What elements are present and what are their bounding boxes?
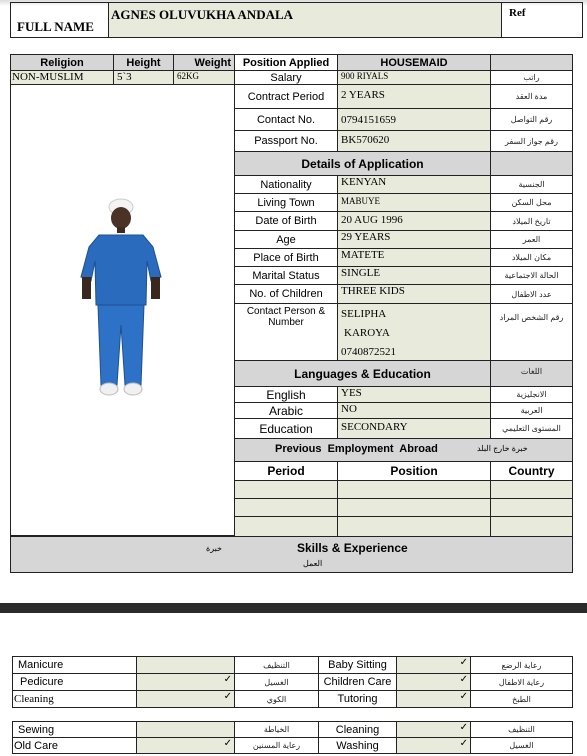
children-value: THREE KIDS bbox=[337, 284, 491, 304]
skill-manicure-check bbox=[136, 656, 235, 674]
nationality-value: KENYAN bbox=[337, 175, 491, 194]
living-town-label: Living Town bbox=[234, 193, 338, 212]
skill-cleaning-2-ar: ﺍﻟﺘﻨﻈﻴﻒ bbox=[470, 721, 573, 738]
date-of-birth-label: Date of Birth bbox=[234, 211, 338, 231]
skill-baby-sitting-check: ✓ bbox=[396, 656, 471, 674]
skill-cleaning-2-check: ✓ bbox=[396, 721, 471, 738]
skill-children-care-check: ✓ bbox=[396, 673, 471, 691]
skills-header-cell bbox=[10, 536, 573, 573]
employment-row-2-position bbox=[337, 498, 491, 517]
page-divider bbox=[0, 603, 587, 613]
position-applied-label: Position Applied bbox=[234, 54, 338, 71]
employment-header-cell bbox=[234, 438, 573, 462]
position-ar-cell bbox=[490, 54, 573, 71]
details-header: Details of Application bbox=[234, 151, 491, 176]
contact-person-number: 0740872521 bbox=[341, 346, 396, 358]
contract-period-value: 2 YEARS bbox=[337, 84, 491, 109]
contact-no-value: 0794151659 bbox=[337, 108, 491, 131]
skill-pedicure-check: ✓ bbox=[136, 673, 235, 691]
skill-sewing-check bbox=[136, 721, 235, 738]
employment-row-1-position bbox=[337, 480, 491, 499]
skill-tutoring-ar: ﺍﻟﻄﺒﺦ bbox=[470, 690, 573, 708]
skill-cleaning-check: ✓ bbox=[136, 690, 235, 708]
education-label: Education bbox=[234, 418, 338, 439]
weight-value: 62KG bbox=[173, 70, 235, 85]
passport-no-ar: ﺭﻗﻢ ﺟﻮﺍﺯ ﺍﻟﺴﻔﺮ bbox=[490, 130, 573, 152]
height-value: 5`3 bbox=[113, 70, 174, 85]
contact-person-value-cell bbox=[337, 303, 491, 361]
age-ar: ﺍﻟﻌﻤﺮ bbox=[490, 230, 573, 249]
skill-children-care-ar: ﺭﻋﺎﻳﺔ ﺍﻻﻃﻔﺎﻝ bbox=[470, 673, 573, 691]
place-of-birth-label: Place of Birth bbox=[234, 248, 338, 267]
children-ar: ﻋﺪﺩ ﺍﻻﻃﻔﺎﻝ bbox=[490, 284, 573, 304]
employment-row-2-country bbox=[490, 498, 573, 517]
skill-cleaning: Cleaning bbox=[12, 690, 137, 708]
contact-person-name: SELIPHA bbox=[341, 308, 387, 320]
skill-sewing-ar: ﺍﻟﺨﻴﺎﻃﺔ bbox=[234, 721, 319, 738]
salary-label: Salary bbox=[234, 70, 338, 85]
employment-col-position: Position bbox=[337, 461, 491, 481]
date-of-birth-ar: ﺗﺎﺭﻳﺦ ﺍﻟﻤﻴﻼﺩ bbox=[490, 211, 573, 231]
languages-header-ar: ﺍﻟﻠﻐﺎﺕ bbox=[490, 360, 573, 387]
photo-frame bbox=[10, 84, 235, 536]
skill-tutoring: Tutoring bbox=[318, 690, 397, 708]
skill-baby-sitting-ar: ﺭﻋﺎﻳﺔ ﺍﻟﺮﺿﻊ bbox=[470, 656, 573, 674]
skill-washing-check: ✓ bbox=[396, 737, 471, 754]
english-value: YES bbox=[337, 386, 491, 403]
employment-col-country: Country bbox=[490, 461, 573, 481]
arabic-label: Arabic bbox=[234, 402, 338, 419]
place-of-birth-value: MATETE bbox=[337, 248, 491, 267]
living-town-ar: ﻣﺤﻞ ﺍﻟﺴﻜﻦ bbox=[490, 193, 573, 212]
full-name-label-cell bbox=[10, 2, 108, 38]
languages-header: Languages & Education bbox=[234, 360, 491, 387]
skill-washing-ar: ﺍﻟﻐﺴﻴﻞ bbox=[470, 737, 573, 754]
skill-pedicure: Pedicure bbox=[12, 673, 137, 691]
marital-status-label: Marital Status bbox=[234, 266, 338, 285]
skill-manicure-ar: ﺍﻟﺘﻨﻈﻴﻒ bbox=[234, 656, 319, 674]
salary-value: 900 RIYALS bbox=[337, 70, 491, 85]
full-name-value: AGNES OLUVUKHA ANDALA bbox=[111, 7, 294, 22]
place-of-birth-ar: ﻣﻜﺎﻥ ﺍﻟﻤﻴﻼﺩ bbox=[490, 248, 573, 267]
skills-header-ar-bottom: ﺍﻟﻌﻤﻞ bbox=[303, 559, 323, 568]
living-town-value: MABUYE bbox=[337, 193, 491, 212]
marital-status-ar: ﺍﻟﺤﺎﻟﺔ ﺍﻻﺟﺘﻤﺎﻋﻴﺔ bbox=[490, 266, 573, 285]
arabic-value: NO bbox=[337, 402, 491, 419]
education-ar: ﺍﻟﻤﺴﺘﻮﻯ ﺍﻟﺘﻌﻠﻴﻤﻲ bbox=[490, 418, 573, 439]
employment-header-ar: ﺧﺒﺮﺓ ﺧﺎﺭﺝ ﺍﻟﺒﻠﺪ bbox=[477, 444, 528, 453]
children-label: No. of Children bbox=[234, 284, 338, 304]
skill-cleaning-2: Cleaning bbox=[318, 721, 397, 738]
passport-no-value: BK570620 bbox=[337, 130, 491, 152]
skills-header-ar-left: ﺧﺒﺮﺓ bbox=[206, 544, 222, 553]
passport-no-label: Passport No. bbox=[234, 130, 338, 152]
weight-header: Weight bbox=[173, 54, 235, 71]
age-value: 29 YEARS bbox=[337, 230, 491, 249]
employment-header: Previous Employment Abroad bbox=[275, 443, 438, 455]
applicant-photo bbox=[11, 85, 235, 536]
employment-row-3-position bbox=[337, 516, 491, 537]
religion-value: NON-MUSLIM bbox=[10, 70, 114, 85]
contact-no-label: Contact No. bbox=[234, 108, 338, 131]
full-name-label: FULL NAME bbox=[17, 19, 94, 34]
english-ar: ﺍﻻﻧﺠﻠﻴﺰﻳﺔ bbox=[490, 386, 573, 403]
full-name-value-cell bbox=[108, 2, 502, 38]
skills-header: Skills & Experience bbox=[297, 541, 408, 555]
employment-row-2-period bbox=[234, 498, 338, 517]
marital-status-value: SINGLE bbox=[337, 266, 491, 285]
skill-tutoring-check: ✓ bbox=[396, 690, 471, 708]
employment-col-period: Period bbox=[234, 461, 338, 481]
skill-children-care: Children Care bbox=[318, 673, 397, 691]
employment-row-3-period bbox=[234, 516, 338, 537]
skill-old-care-check: ✓ bbox=[136, 737, 235, 754]
contact-no-ar: ﺭﻗﻢ ﺍﻟﺘﻮﺍﺻﻞ bbox=[490, 108, 573, 131]
contract-period-ar: ﻣﺪﺓ ﺍﻟﻌﻘﺪ bbox=[490, 84, 573, 109]
contract-period-label: Contract Period bbox=[234, 84, 338, 109]
skill-pedicure-ar: ﺍﻟﻐﺴﻴﻞ bbox=[234, 673, 319, 691]
details-header-ar bbox=[490, 151, 573, 176]
contact-person-ar: ﺭﻗﻢ ﺍﻟﺸﺨﺺ ﺍﻟﻤﺮﺍﺩ bbox=[490, 303, 573, 361]
nationality-label: Nationality bbox=[234, 175, 338, 194]
ref-label: Ref bbox=[509, 7, 526, 19]
skill-old-care: Old Care bbox=[12, 737, 137, 754]
ref-cell bbox=[501, 2, 583, 38]
salary-ar: ﺭﺍﺗﺐ bbox=[490, 70, 573, 85]
employment-row-1-country bbox=[490, 480, 573, 499]
height-header: Height bbox=[113, 54, 174, 71]
skill-washing: Washing bbox=[318, 737, 397, 754]
contact-person-surname: KAROYA bbox=[344, 327, 390, 339]
employment-row-3-country bbox=[490, 516, 573, 537]
religion-header: Religion bbox=[10, 54, 114, 71]
skill-sewing: Sewing bbox=[12, 721, 137, 738]
contact-person-label: Contact Person & Number bbox=[246, 306, 326, 328]
arabic-ar: ﺍﻟﻌﺮﺑﻴﺔ bbox=[490, 402, 573, 419]
english-label: English bbox=[234, 386, 338, 403]
date-of-birth-value: 20 AUG 1996 bbox=[337, 211, 491, 231]
skill-manicure: Manicure bbox=[12, 656, 137, 674]
employment-row-1-period bbox=[234, 480, 338, 499]
education-value: SECONDARY bbox=[337, 418, 491, 439]
age-label: Age bbox=[234, 230, 338, 249]
skill-cleaning-ar: ﺍﻟﻜﻮﻱ bbox=[234, 690, 319, 708]
skill-old-care-ar: ﺭﻋﺎﻳﺔ ﺍﻟﻤﺴﻨﻴﻦ bbox=[234, 737, 319, 754]
nationality-ar: ﺍﻟﺠﻨﺴﻴﺔ bbox=[490, 175, 573, 194]
contact-person-label-cell bbox=[234, 303, 338, 361]
skill-baby-sitting: Baby Sitting bbox=[318, 656, 397, 674]
position-applied-value: HOUSEMAID bbox=[337, 54, 491, 71]
